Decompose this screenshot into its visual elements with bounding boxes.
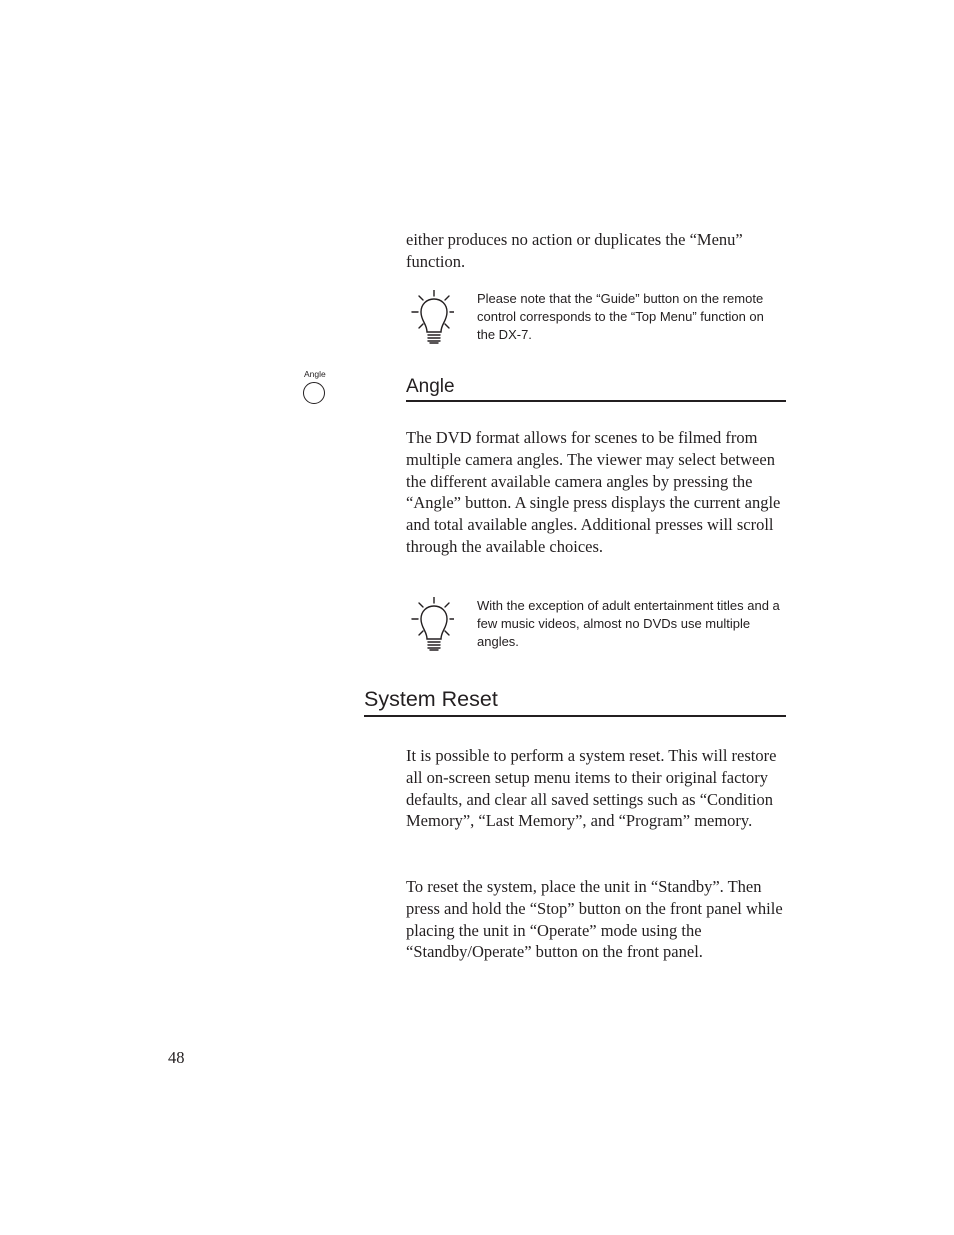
- system-reset-paragraph-1: It is possible to perform a system reset. This will restore all on-screen setup menu items to their original factory defaults, and clear all saved settings such as “Condition Memory”, “Last Memory”, and “Program” memory.: [406, 746, 777, 831]
- tip-note-guide: [410, 290, 790, 352]
- system-reset-paragraph-2: To reset the system, place the unit in “Standby”. Then press and hold the “Stop” button on the front panel while placing the unit in “Operate” mode using the “Standby/Operate” button on the front panel.: [406, 877, 783, 962]
- angle-button-label: Angle: [304, 369, 326, 379]
- angle-button-icon: [303, 382, 325, 404]
- tip-text: With the exception of adult entertainment titles and a few music videos, almost no DVDs use multiple angles.: [477, 598, 780, 649]
- tip-note-angles: [410, 597, 790, 659]
- angle-paragraph: The DVD format allows for scenes to be filmed from multiple camera angles. The viewer may select between the different available camera angles by pressing the “Angle” button. A single press displays the current angle and total available angles. Additional presses will scroll through the available choices.: [406, 428, 781, 556]
- lightbulb-icon: [410, 597, 454, 655]
- tip-text: Please note that the “Guide” button on the remote control corresponds to the “Top Menu” function on the DX-7.: [477, 291, 764, 342]
- lightbulb-icon: [410, 290, 454, 348]
- page-number: 48: [168, 1048, 185, 1067]
- section-heading-angle: Angle: [406, 373, 786, 402]
- intro-paragraph: either produces no action or duplicates the “Menu” function.: [406, 230, 743, 271]
- section-heading-system-reset: System Reset: [364, 684, 786, 717]
